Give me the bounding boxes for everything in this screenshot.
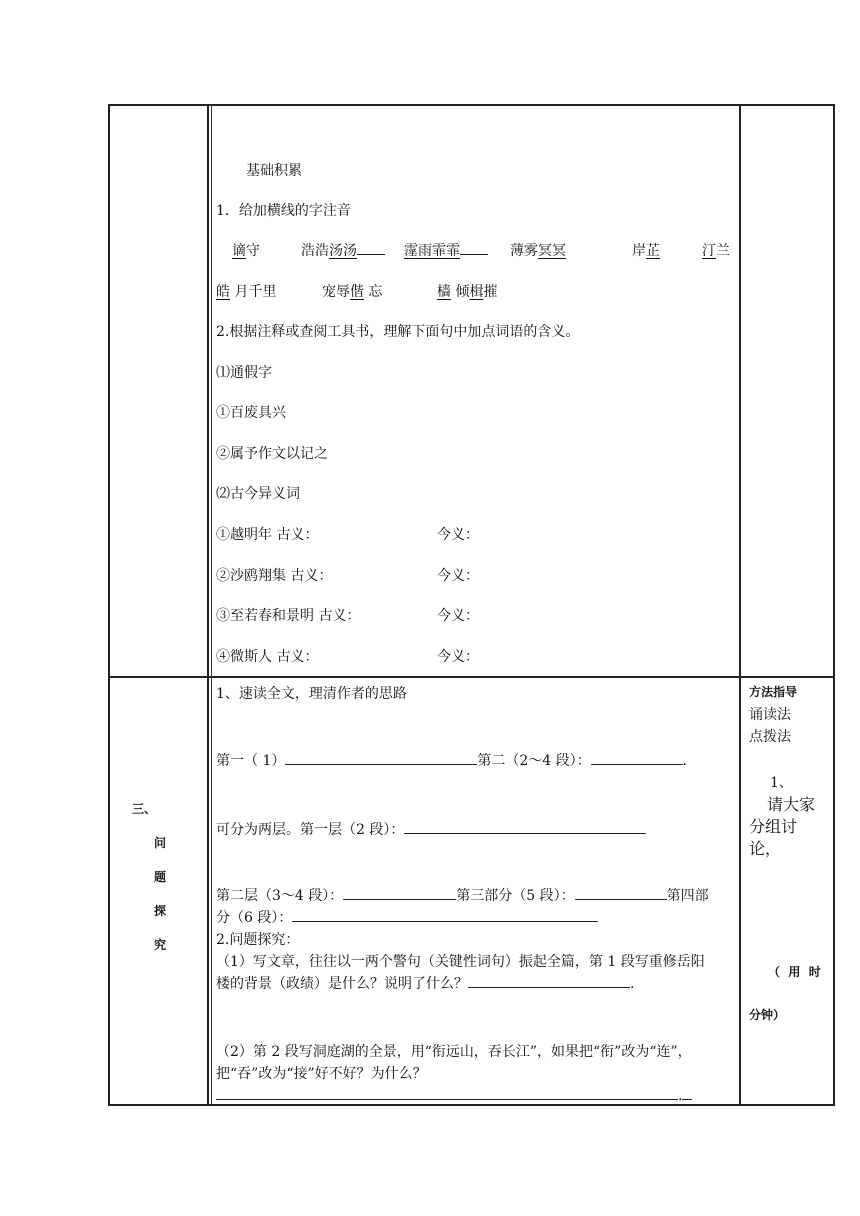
answer-blank[interactable]: [343, 885, 456, 900]
table-bottom-border: [108, 1104, 835, 1106]
word-text: 忘: [364, 284, 383, 300]
table-left-border: [108, 104, 110, 1105]
answer-blank[interactable]: [468, 973, 630, 988]
section-label-char: 题: [154, 870, 167, 884]
underlined-char: 偕: [350, 284, 364, 300]
underlined-char: 霪: [404, 243, 418, 259]
q1-row-1-word-6: [702, 240, 730, 260]
answer-blank[interactable]: [357, 240, 385, 255]
q1-row-1-word-4: [510, 240, 566, 260]
punctuation: .: [678, 1088, 683, 1104]
q1-row-1-word-2: [301, 240, 385, 260]
underlined-char: 霏霏: [432, 243, 460, 259]
underlined-char: 楫: [469, 284, 484, 300]
punctuation: .: [682, 753, 688, 769]
word-text: 月千里: [230, 284, 277, 300]
answer-blank[interactable]: [591, 750, 683, 765]
word-text: 宠辱: [322, 284, 350, 300]
outline-label: 分（6 段）：: [216, 910, 293, 926]
outline-label: 第三部分（5 段）：: [456, 888, 575, 904]
underlined-char: 皓: [216, 284, 230, 300]
gujin-item-word: ①越明年 古义：: [216, 527, 319, 543]
q1-row-2-word-2: [322, 281, 382, 301]
underlined-char: 汀: [702, 243, 716, 259]
underlined-char: 冥冥: [538, 243, 566, 259]
underlined-char: 汤汤: [329, 243, 357, 259]
q1-row-1-word-3: [404, 240, 488, 260]
word-text: 倾: [451, 284, 470, 300]
question-1-title: 1．给加横线的字注音: [216, 203, 351, 219]
question-text: （2）第 2 段写洞庭湖的全景，用“衔远山，吞长江”，如果把“衔”改为“连”，: [216, 1044, 692, 1060]
word-text: 守: [246, 243, 260, 259]
time-label: （ 用 时: [768, 965, 821, 979]
question-text-cont: [216, 973, 634, 993]
section-label-char: 问: [154, 836, 167, 850]
word-text: 雨: [418, 243, 432, 259]
outline-line-3: [216, 885, 709, 905]
section-label-char: 探: [154, 904, 167, 918]
question-text: 楼的背景（政绩）是什么？说明了什么？: [216, 976, 468, 992]
task-2-title: 2.问题探究：: [216, 932, 300, 948]
sub-heading-tongjiazi: ⑴通假字: [216, 365, 272, 381]
outline-label: 可分为两层。第一层（2 段）：: [216, 822, 405, 838]
note-number: 1、: [770, 775, 793, 791]
row-divider: [108, 676, 835, 678]
word-text: 浩浩: [301, 243, 329, 259]
outline-label: 第二（2～4 段）：: [477, 753, 591, 769]
section-label-char: 究: [154, 938, 167, 952]
gujin-item-today: 今义：: [437, 608, 479, 624]
gujin-item-today: 今义：: [437, 568, 479, 584]
col-divider-2: [739, 104, 741, 1105]
method-guide-title: 方法指导: [749, 685, 798, 699]
answer-blank[interactable]: [292, 907, 598, 922]
gujin-item-word: ③至若春和景明 古义：: [216, 608, 361, 624]
word-text: 兰: [716, 243, 730, 259]
underlined-char: 谪: [232, 243, 246, 259]
answer-blank[interactable]: [404, 819, 646, 834]
final-answer-line: [216, 1085, 692, 1104]
gujin-item-today: 今义：: [437, 649, 479, 665]
time-unit: 分钟）: [749, 1008, 786, 1022]
outline-label: 第二层（3～4 段）：: [216, 888, 344, 904]
q1-row-2-word-1: [216, 281, 276, 301]
gujin-item-today: 今义：: [437, 527, 479, 543]
q1-row-1-word-5: [632, 240, 660, 260]
col-divider-1b: [211, 104, 212, 1105]
answer-blank[interactable]: [682, 1085, 692, 1100]
outline-line-2: [216, 819, 646, 839]
method-item: 诵读法: [749, 707, 791, 723]
outline-label: 第四部: [666, 888, 709, 904]
table-right-border: [833, 104, 835, 1105]
list-item: ①百废具兴: [216, 405, 286, 421]
underlined-char: 樯: [437, 284, 451, 300]
task-1-title: 1、速读全文，理清作者的思路: [216, 686, 407, 702]
answer-blank[interactable]: [460, 240, 488, 255]
underlined-char: 芷: [646, 243, 660, 259]
q1-row-2-word-3: [437, 281, 497, 301]
answer-blank[interactable]: [216, 1085, 678, 1100]
q1-row-1: [232, 240, 260, 260]
word-text: 薄雾: [510, 243, 538, 259]
gujin-item-word: ④微斯人 古义：: [216, 649, 319, 665]
note-text: 论，: [749, 839, 782, 858]
section-heading: 基础积累: [246, 163, 302, 179]
col-divider-1: [207, 104, 209, 1105]
sub-heading-gujin: ⑵古今异义词: [216, 486, 300, 502]
punctuation: .: [630, 976, 635, 992]
question-text: 把“吞”改为“接”好不好？为什么？: [216, 1066, 427, 1082]
word-text: 摧: [483, 284, 498, 300]
outline-label: 第一（ 1）: [216, 753, 286, 769]
question-2-title: 2.根据注释或查阅工具书，理解下面句中加点词语的含义。: [216, 324, 580, 340]
question-text: （1）写文章，往往以一两个警句（关键性词句）振起全篇，第 1 段写重修岳阳: [216, 954, 705, 970]
answer-blank[interactable]: [575, 885, 667, 900]
outline-line-1: [216, 750, 687, 770]
section-number: 三、: [132, 802, 157, 816]
method-item: 点拨法: [749, 729, 791, 745]
outline-line-4: [216, 907, 598, 927]
gujin-item-word: ②沙鸥翔集 古义：: [216, 568, 333, 584]
note-text: 分组讨: [749, 817, 798, 836]
table-top-border: [108, 104, 835, 106]
answer-blank[interactable]: [285, 750, 477, 765]
list-item: ②属予作文以记之: [216, 446, 328, 462]
word-text: 岸: [632, 243, 646, 259]
note-text: 请大家: [767, 795, 816, 814]
